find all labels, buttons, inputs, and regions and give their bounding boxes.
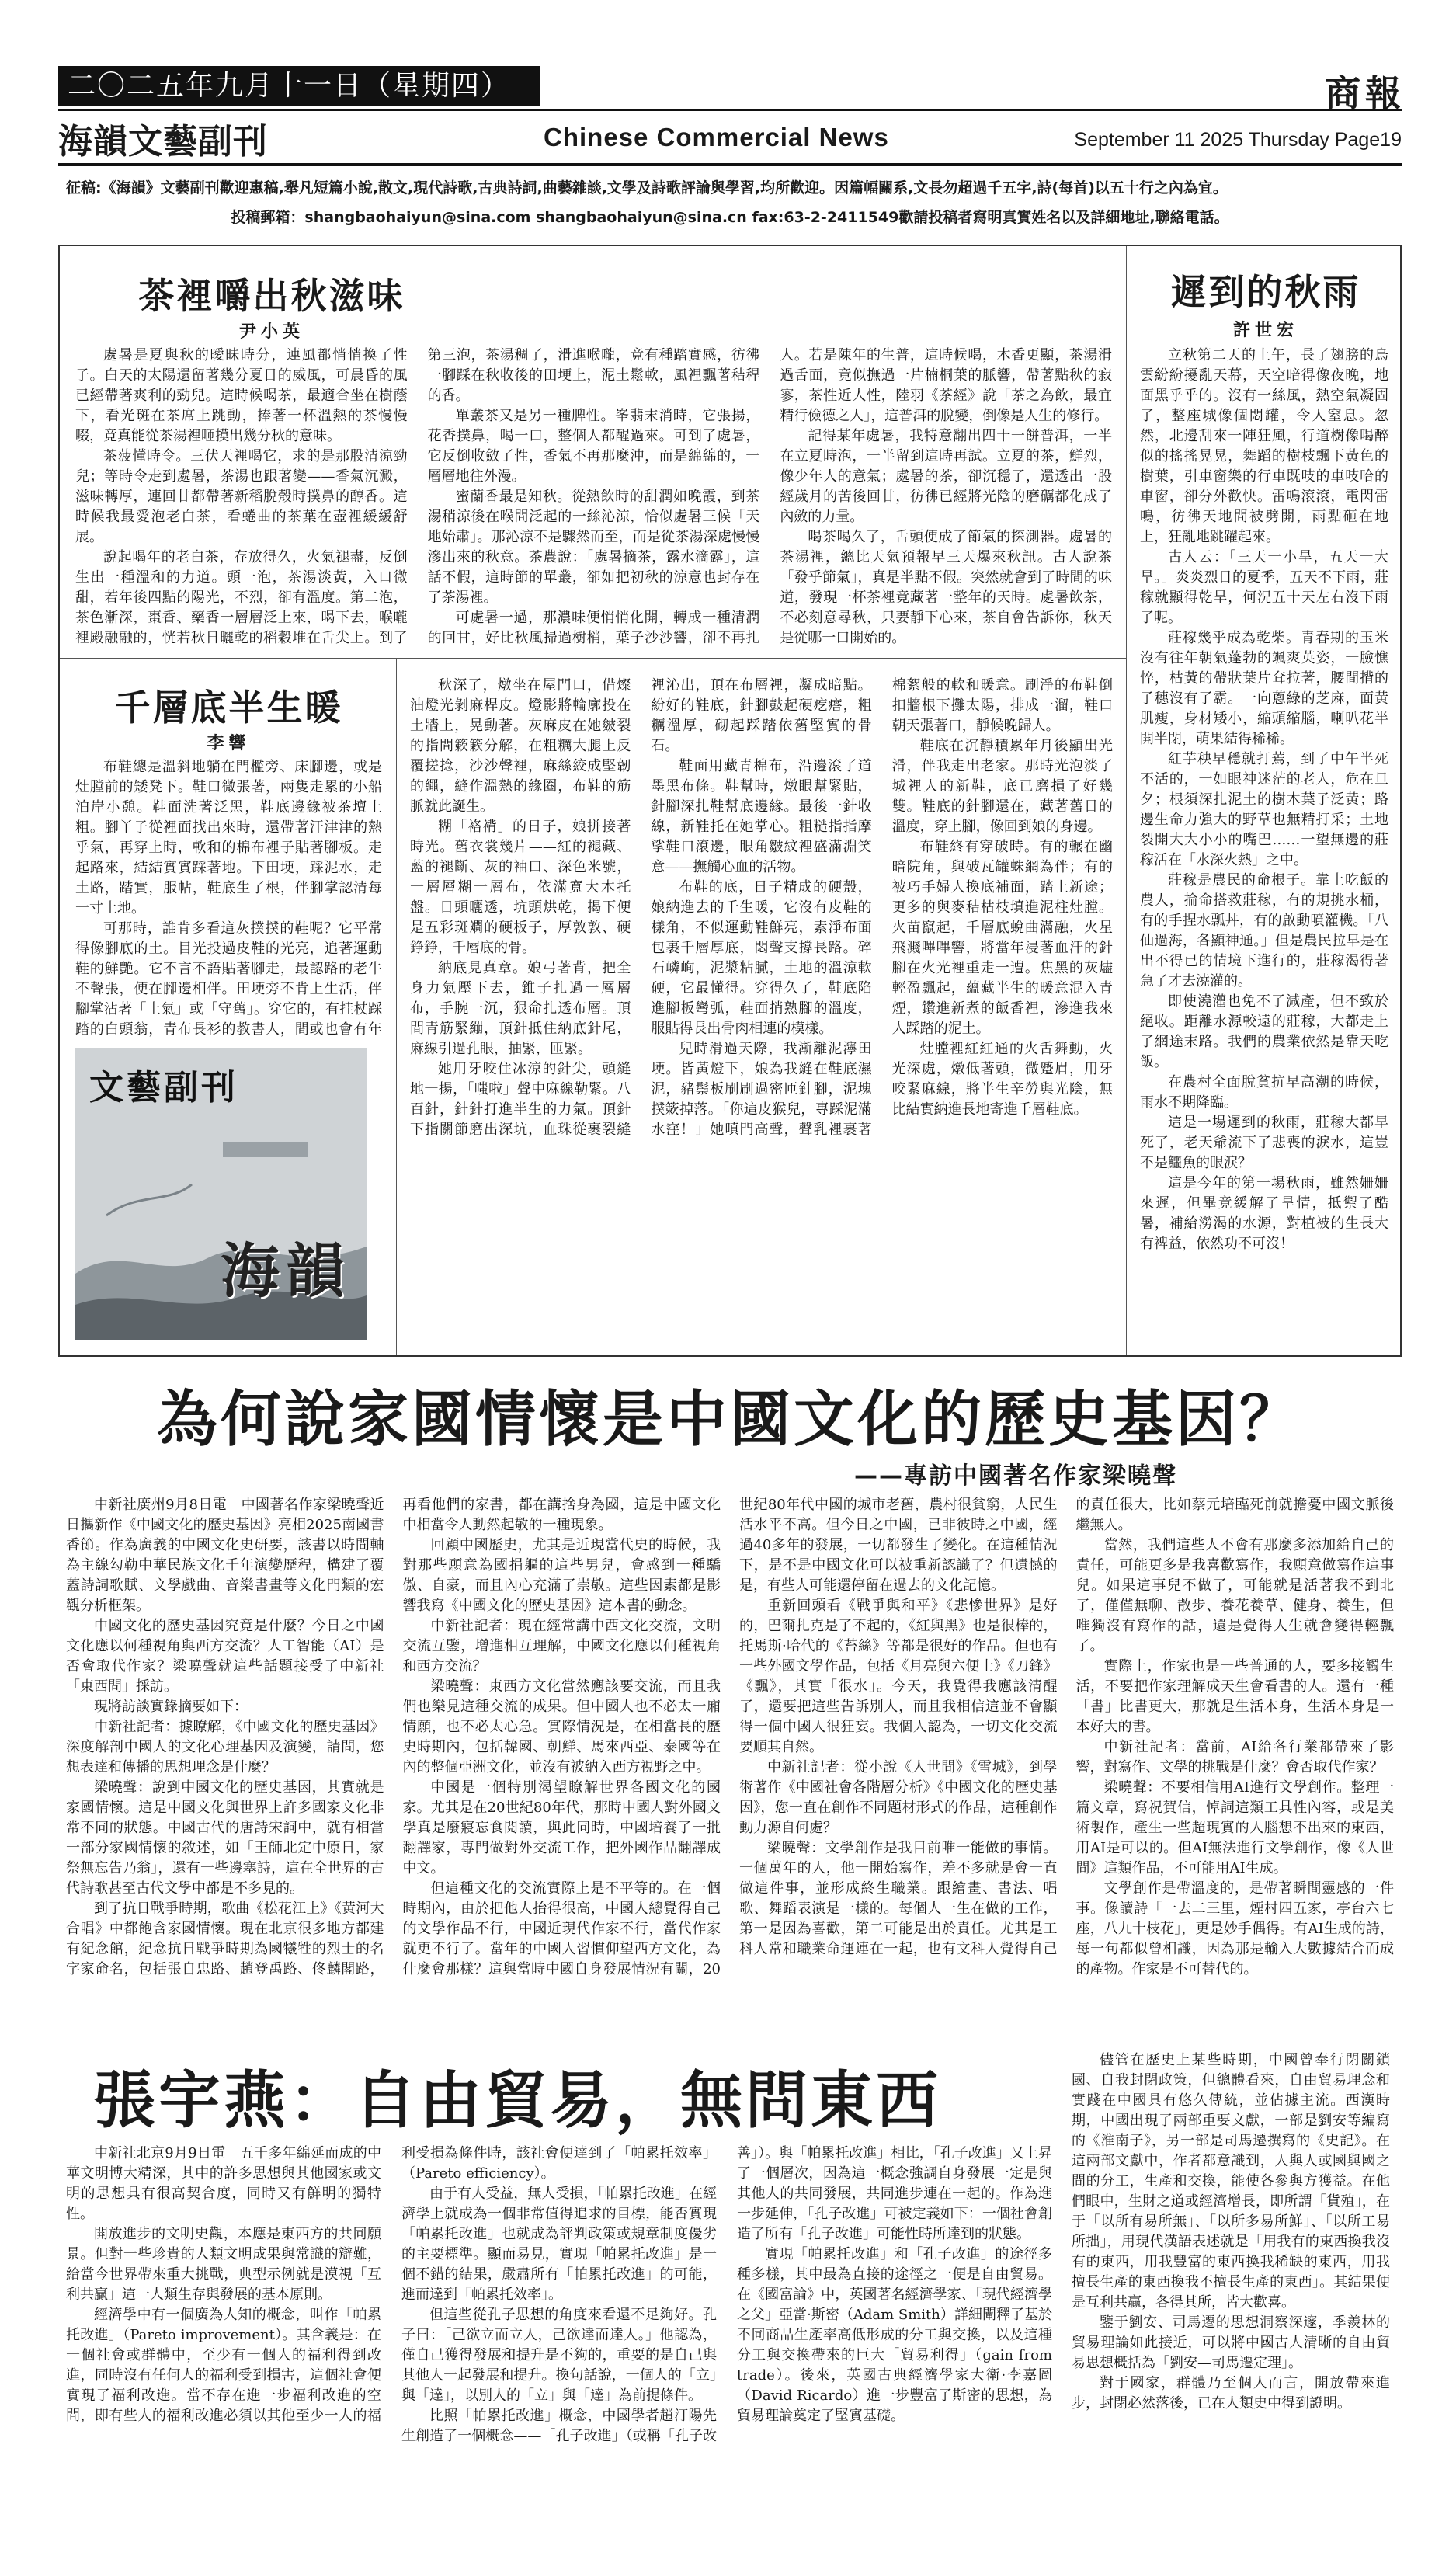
paragraph: 即使澆灌也免不了減產，但不致於絕收。距離水源較遠的莊稼，大都走上了網途末路。我們的農業依然是靠天吃飯。: [1140, 993, 1388, 1070]
logo-bottom-text: 海韻: [221, 1236, 351, 1306]
issue-date: 二〇二五年九月十一日（星期四）: [58, 66, 540, 106]
shoes-article-author: 李響: [207, 733, 251, 753]
paragraph: 可處暑一過，那濃味便悄悄化開，轉成一種清潤的回甘，好比秋風掃過樹梢，葉子沙沙響，卻不再扎人。若是陳年的生普，這時候喝，木香更顯，茶湯滑過舌面，竟似撫過一片楠桐葉的脈響，帶著點秋的寂寥，茶性近人性，陸羽《茶經》說「茶之為飲，最宜精行儉德之人」，這普洱的脫變，倒像是人生的修行。: [427, 347, 1112, 646]
paragraph: 可那時，誰肯多看這灰撲撲的鞋呢？它平常得像腳底的土。目光投過皮鞋的光亮，追著運動鞋的鮮艷。它不言不語貼著腳走，最認路的老牛不聲張，便在腳邊相伴。田埂旁不肯上生活，伴腳掌沾著「土氣」或「守舊」。穿它的，有挂杖踩踏的白頭翁，青布長衫的教書人，間或也會有年: [75, 920, 382, 1038]
paragraph: 灶膛裡紅紅通的火舌舞動，火光深處，燉低著頭，微蹙眉，用牙咬緊麻線，將半生辛勞與光陰，無比結實納進長地寄進千層鞋底。: [891, 1041, 1113, 1118]
paragraph: 中新社記者：現在經常講中西文化交流，文明交流互鑒，增進相互理解，中國文化應以何種視角和西方交流？: [402, 1618, 721, 1674]
paragraph: 記得某年處暑，我特意翻出四十一餅普洱，一半在立夏時泡，一半留到這時再試。立夏的茶，鮮烈，像少年人的意氣；處暑的茶，卻沉穩了，還透出一股經歲月的苦後回甘，彷彿已經將光陰的磨礪都化成了內斂的力量。: [780, 428, 1112, 525]
paragraph: 文學創作是帶溫度的，是帶著瞬間靈感的一件事。像讀詩「一去二三里，煙村四五家，亭台六七座，八九十枝花」，更是妙手偶得。有AI生成的詩，每一句都似曾相識，因為那是輸入大數據結合而成的產物。作家是不可替代的。: [1075, 1880, 1394, 1977]
paragraph: 實現「帕累托改進」和「孔子改進」的途徑多種多樣，其中最為直接的途徑之一便是自由貿易。在《國富論》中，英國著名經濟學家、「現代經濟學之父」亞當·斯密（Adam Smith）詳細闡釋了基於不同商品生產率高低形成的分工與交換，以及這種分工與交換帶來的巨大「貿易利得」（gain from trade）。後來，英國古典經濟學家大衛·李嘉圖（David Ricardo）進一步豐富了斯密的思想，為貿易理論奠定了堅實基礎。: [737, 2246, 1052, 2424]
paragraph: 兒時滑過天際，我漸離泥濘田埂。皆黃燈下，娘為我縫在鞋底濕泥，豬鬃板刷刷過密匝針腳，泥塊撲簌掉落。「你這皮猴兒，專踩泥滿水窪！」她嗔門高聲，聲乳裡裹著棉絮般的軟和暖意。刷淨的布鞋倒扣牆根下攤太陽，排成一溜，鞋口朝天張著口，靜候晚歸人。: [651, 677, 1113, 1138]
logo-top-text: 文藝副刊: [89, 1068, 238, 1108]
haiyun-section-logo: [75, 1048, 367, 1340]
paragraph: 鞋底在沉靜積累年月後顯出光滑，伴我走出老家。那時光泡淡了城裡人的新鞋，底已磨損了好幾雙。鞋底的針腳還在，藏著舊日的溫度，穿上腳，像回到娘的身邊。: [891, 738, 1113, 835]
paragraph: 但這些從孔子思想的角度來看還不足夠好。孔子曰：「己欲立而立人，己欲達而達人。」他認為，僅自己獲得發展和提升是不夠的，重要的是自己與其他人一起發展和提升。換句話說，一個人的「立」與「達」，以別人的「立」與「達」為前提條件。: [401, 2307, 717, 2404]
paragraph: 她用牙咬住冰涼的針尖，頭縫地一揚，「嗤啦」聲中麻線勒緊。八百針，針針打進半生的力氣。頂針下指關節磨出深坑，血珠從裹裂縫裡沁出，頂在布層裡，凝成暗點。紛好的鞋底，針腳鼓起硬疙瘩，粗糲溫厚，砌起踩踏依舊堅實的骨石。: [410, 677, 872, 1138]
row-divider: [60, 658, 1126, 659]
paragraph: 中國是一個特別渴望瞭解世界各國文化的國家。尤其是在20世紀80年代，那時中國人對外國文學真是廢寢忘食閱讀，與此同時，中國培養了一批翻譯家，專門做對外交流工作，把外國作品翻譯成中文。: [402, 1779, 721, 1876]
rain-article-author: 許世宏: [1232, 320, 1298, 340]
paragraph: 單叢茶又是另一種脾性。峯翡末消時，它張揚，花香撲鼻，喝一口，整個人都醒過來。可到了處暑，它反倒收斂了性，香氣不再那麼沖，而是綿綿的，一層層地往外漫。: [427, 408, 760, 485]
interview-subheadline: ——專訪中國著名作家梁曉聲: [854, 1462, 1177, 1490]
paragraph: 對于國家，群體乃至個人而言，開放帶來進步，封閉必然落後，已在人類史中得到證明。: [1072, 2375, 1390, 2412]
paragraph: 梁曉聲：說到中國文化的歷史基因，其實就是家國情懷。這是中國文化與世界上許多國家文化非常不同的狀態。中國古代的唐詩宋詞中，就有相當一部分家國情懷的敘述，如「王師北定中原日，家祭無忘告乃翁」，還有一些邊塞詩，這在全世界的古代詩歌甚至古代文學中都是不多見的。: [66, 1779, 384, 1897]
paragraph: 紅芋秧早穩就打蔫，到了中午半死不活的，一如眼神迷茫的老人，危在旦夕；根須深扎泥土的樹木葉子泛黃；路邊生命力強大的野草也無精打采；土地裂開大大小小的嘴巴……一望無邊的莊稼活在「水深火熱」之中。: [1140, 751, 1388, 868]
tea-article-body: [75, 346, 1112, 652]
paragraph: 回顧中國歷史，尤其是近現當代史的時候，我對那些願意為國捐軀的這些男兒，會感到一種驕傲、自豪，而且內心充滿了崇敬。這些因素都是影響我寫《中國文化的歷史基因》這本書的動念。: [402, 1537, 721, 1614]
paragraph: 莊稼是農民的命根子。靠土吃飯的農人，掄命搭救莊稼，有的規挑水桶，有的手捏水瓢丼，有的啟動噴灌機。「八仙過海，各顯神通。」但是農民拉早是在出不得已的情境下進行的，莊稼渴得著急了才去澆灌的。: [1140, 872, 1388, 989]
paragraph: 立秋第二天的上午，長了翅膀的烏雲紛紛擾亂天幕，天空暗得像夜晚，地面黑乎乎的。沒有一絲風，熱空氣凝固了，整座城像個悶罐，令人窒息。忽然，北邊刮來一陣狂風，行道樹像喝醉似的搖搖晃晃，舞蹈的樹枝飄下黃色的樹葉，引車窗樂的行車既吱的車吱哈的車窗，卻分外歡快。雷鳴滾滾，電閃雷鳴，彷彿天地間被劈開，雨點砸在地上，狂亂地跳躍起來。: [1140, 347, 1388, 545]
paragraph: 由于有人受益，無人受損，「帕累托改進」在經濟學上就成為一個非常值得追求的目標，能否實現「帕累托改進」也就成為評判政策或規章制度優劣的主要標準。顯而易見，實現「帕累托改進」是一個不錯的結果，嚴肅所有「帕累托改進」的可能，進而達到「帕累托效率」。: [401, 2186, 717, 2303]
column-divider-shoes: [396, 659, 397, 1355]
masthead-rule-bottom: [58, 163, 1402, 166]
paragraph: 實際上，作家也是一些普通的人，要多接觸生活，不要把作家理解成天生會看書的人。還有一種「書」比書更大，那就是生活本身，生活本身是一本好大的書。: [1075, 1658, 1394, 1735]
paragraph: 布鞋終有穿破時。有的輾在幽暗院角，與破瓦罐蛛網為伴；有的被巧手婦人換底補面，踏上新途；更多的與麥秸枯枝填進泥柱灶膛。火苗竄起，千層底蛻曲滿融，火星飛濺嗶嗶響，將當年浸著血汗的針腳在火光裡重走一遭。焦黑的灰燼輕盈飄起，蘊藏半生的暖意混入青煙，鑽進新煮的飯香裡，滲進我來人踩踏的泥土。: [891, 839, 1113, 1037]
paragraph: 中新社記者：當前，AI給各行業都帶來了影響，對寫作、文學的挑戰是什麼？會否取代作家？: [1075, 1739, 1394, 1775]
trade-body-side: [1072, 2050, 1390, 2547]
paragraph: 處暑是夏與秋的曖昧時分，連風都悄悄換了性子。白天的太陽還留著幾分夏日的威風，可晨昏的風已經帶著爽利的勁兒。這時候喝茶，最適合坐在樹蔭下，看光斑在茶席上跳動，捧著一杯溫熱的茶慢慢啜，竟真能從茶湯裡咂摸出幾分秋的意味。: [75, 347, 408, 444]
english-date-page: September 11 2025 Thursday Page19: [1074, 129, 1402, 151]
paragraph: 鞋面用藏青棉布，沿邊滾了道墨黑布條。鞋幫時，燉眼幫緊貼，針腳深扎鞋幫底邊緣。最後一針收線，新鞋托在她掌心。粗糙指指摩挲鞋口滾邊，眼角皺紋裡盛滿淵笑意——撫觸心血的活物。: [651, 758, 872, 875]
tea-article-author: 尹小英: [238, 322, 304, 342]
call-for-papers: [58, 169, 1402, 238]
section-title: 海韻文藝副刊: [58, 122, 268, 162]
paragraph: 秋深了，燉坐在屋門口，借燦油燈光剝麻桿皮。燈影將輪廓投在土牆上，晃動著。灰麻皮在她皴裂的指間簌簌分解，在粗糲大腿上反覆搓捻，沙沙聲裡，麻絲絞成堅韌的繩，縫作溫熱的緣圈，布鞋的筋脈就此誕生。: [410, 677, 631, 815]
paragraph: 納底見真章。娘弓著背，把全身力氣壓下去，錐子扎過一層層布，手腕一沉，狠命扎透布層。頂間青筋緊繃，頂針抵住納底針尾，麻線引過孔眼，抽緊，匝緊。: [410, 960, 631, 1057]
paragraph: 中新社北京9月9日電 五千多年綿延而成的中華文明博大精深，其中的許多思想與其他國家或文明的思想具有很高契合度，同時又有鮮明的獨特性。: [66, 2145, 381, 2222]
paper-name: 商報: [1325, 72, 1406, 114]
paper-english-name: Chinese Commercial News: [544, 123, 889, 151]
paragraph: 蜜蘭香最是知秋。從熱飲時的甜潤如晚霞，到茶湯稍涼後在喉間泛起的一絲沁涼，恰似處暑三候「天地始肅」。那沁涼不是驟然而至，而是從茶湯深處慢慢滲出來的秋意。茶農說：「處暑摘茶，露水滴露」，這話不假，這時節的單叢，卻如把初秋的涼意也封存在了茶湯裡。: [427, 489, 760, 606]
paragraph: 茶菠懂時令。三伏天裡喝它，求的是那股清涼勁兒；等時令走到處暑，茶湯也跟著變——香氣沉澱，滋味轉厚，連回甘都帶著新稻脫殼時撲鼻的醇香。這時候我最愛泡老白茶，看蜷曲的茶葉在壺裡緩緩舒展。: [75, 448, 408, 545]
paragraph: 鑒于劉安、司馬遷的思想洞察深邃，季羨林的貿易理論如此接近，可以將中國古人清晰的自由貿易思想概括為「劉安—司馬遷定理」。: [1072, 2314, 1390, 2371]
paragraph: 布鞋總是溫斜地躺在門檻旁、床腳邊，或是灶膛前的矮凳下。鞋口微張著，兩隻走累的小船泊岸小憩。鞋面洗著泛黑，鞋底邊緣被茶壇上粗。腳丫子從裡面找出來時，還帶著汗津津的熱乎氣，再穿上時，軟和的棉布裡子貼著腳板。走起路來，結結實實踩著地。下田埂，踩泥水，走土路，踏實，服帖，鞋底生了根，伴腳掌認清每一寸土地。: [75, 759, 382, 916]
paragraph: 開放進步的文明史觀，本應是東西方的共同願景。但對一些珍貴的人類文明成果與常識的辯難，給當今世界帶來重大挑戰，典型示例就是漠視「互利共贏」這一人類生存與發展的基本原則。: [66, 2226, 381, 2303]
paragraph: 當然，我們這些人不會有那麼多添加給自己的責任，可能更多是我喜歡寫作，我願意做寫作這事兒。如果這事兒不做了，可能就是活著我不到北了，僅僅無聊、散步、養花養草、健身、養生，但唯獨沒有寫作的話，還是覺得人生就會變得輕飄了。: [1075, 1537, 1394, 1654]
paragraph: 中新社記者：從小說《人世間》《雪城》，到學術著作《中國社會各階層分析》《中國文化的歷史基因》，您一直在創作不同題材形式的作品，這種創作動力源自何處？: [739, 1759, 1058, 1836]
paragraph: 比照「帕累托改進」概念，中國學者趙汀陽先生創造了一個概念——「孔子改進」（或稱「孔子改善」）。與「帕累托改進」相比，「孔子改進」又上昇了一個層次，因為這一概念強調自身發展一定是與其他人的共同發展，共同進步連在一起的。作為進一步延伸，「孔子改進」可被定義如下：一個社會創造了所有「孔子改進」可能性時所達到的狀態。: [401, 2145, 1052, 2444]
rain-article-body: [1140, 346, 1388, 1348]
paragraph: 重新回頭看《戰爭與和平》《悲慘世界》是好的，巴爾扎克是了不起的，《紅與黑》也是很棒的，托馬斯·哈代的《苔絲》等都是很好的作品。但也有一些外國文學作品，包括《月亮與六便士》《刀鋒》《飄》，其實「很水」。今天，我覺得我應該清醒了，還要把這些告訴別人，而且我相信這並不會顯得一個中國人很狂妄。我個人認為，一切文化交流要順其自然。: [739, 1598, 1058, 1755]
shoes-article-body-left: [75, 757, 382, 1041]
trade-headline: 張宇燕：自由貿易，無問東西: [93, 2064, 941, 2137]
paragraph: 喝茶喝久了，舌頭便成了節氣的探測器。處暑的茶湯裡，總比天氣預報早三天爆來秋訊。古人說茶「發乎節氣」，真是半點不假。突然就會到了時間的味道，發現一杯茶裡竟藏著一整年的天時。處暑飲茶，不必刻意尋秋，只要靜下心來，茶自會告訴你，秋天是從哪一口開始的。: [780, 529, 1112, 646]
interview-headline: 為何說家國情懷是中國文化的歷史基因？: [156, 1385, 1303, 1455]
paragraph: 但這種文化的交流實際上是不平等的。在一個時期內，由於把他人抬得很高，中國人總覺得自己的文學作品不行，中國近現代作家不行，當代作家就更不行了。當年的中國人習慣仰望西方文化，為什麼會那樣？這與當時中國自身發展情況有關，20世紀80年代中國的城市老舊，農村很貧窮，人民生活水平不高。但今日之中國，已非彼時之中國，經過40多年的發展，一切都發生了變化。在這種情況下，是不是中國文化可以被重新認識了？但遺憾的是，有些人可能還停留在過去的文化記憶。: [402, 1497, 1058, 1977]
tea-article-title: 茶裡嚼出秋滋味: [138, 275, 405, 317]
paragraph: 古人云：「三天一小旱，五天一大旱。」炎炎烈日的夏季，五天不下雨，莊稼就顯得乾旱，何況五十天左右沒下雨了呢。: [1140, 549, 1388, 626]
paragraph: 現將訪談實錄摘要如下：: [94, 1699, 248, 1715]
paragraph: 中新社廣州9月8日電 中國著名作家梁曉聲近日攜新作《中國文化的歷史基因》亮相2025南國書香節。作為廣義的中國文化史研要，該書以時間軸為主線勾勒中華民族文化千年演變歷程，構建了覆蓋詩詞歌賦、文學戲曲、音樂書畫等文化門類的宏觀分析框架。: [66, 1497, 384, 1614]
paragraph: 經濟學中有一個廣為人知的概念，叫作「帕累托改進」（Pareto improvement）。其含義是：在一個社會或群體中，至少有一個人的福利得到改進，同時沒有任何人的福利受到損害，這個社會便實現了福利改進。當不存在進一步福利改進的空間，即有些人的福利改進必須以其他至少一人的福利受損為條件時，該社會便達到了「帕累托效率」（Pareto efficiency）。: [66, 2145, 717, 2424]
paragraph: 布鞋的底，日子精成的硬殼，娘納進去的千生暖，它沒有皮鞋的樣角，不似運動鞋鮮亮，素淨布面包裹千層厚底，悶聲支撐長路。碎石嶙峋，泥漿粘膩，土地的溫涼軟硬，它最懂得。穿得久了，鞋底陷進腳板彎弧，鞋面捎熟腳的溫度，服貼得長出骨肉相連的模樣。: [651, 879, 872, 1037]
interview-body: [66, 1495, 1394, 2039]
paragraph: 莊稼幾乎成為乾柴。青春期的玉米沒有往年朝氣蓬勃的颯爽英姿，一臉憔悴，枯黃的帶狀葉片耷拉著，腰間揹的子穗沒有了霸。一向蔥綠的芝麻，面黃肌瘦，身材矮小，縮頭縮腦，喇叭花半開半閉，萌果結得稀稀。: [1140, 630, 1388, 747]
paragraph: 這是今年的第一場秋雨，雖然姍姍來遲，但畢竟緩解了旱情，抵禦了酷暑，補給澇渴的水源，對植被的生長大有裨益，依然功不可沒！: [1140, 1175, 1388, 1252]
column-divider-right: [1126, 246, 1127, 1355]
paragraph: 說起喝年的老白茶，存放得久，火氣褪盡，反倒生出一種溫和的力道。頭一泡，茶湯淡黃，入口微甜，若年後四點的陽光，不烈，卻有溫度。第二泡，茶色漸深，棗香、藥香一層層泛上來，喝下去，喉嚨裡殿融融的，恍若秋日曬乾的稻穀堆在舌尖上。到了第三泡，茶湯稠了，滑進喉嚨，竟有種踏實感，彷彿一腳踩在秋收後的田埂上，泥土鬆軟，風裡飄著秸稈的香。: [75, 347, 760, 646]
paragraph: 中新社記者：據瞭解，《中國文化的歷史基因》深度解剖中國人的文化心理基因及演變，請問，您想表達和傳播的思想理念是什麼？: [66, 1719, 384, 1775]
shoes-article-title: 千層底半生暖: [114, 687, 343, 729]
shoes-article-body: [410, 676, 1113, 1348]
trade-body-main: [66, 2144, 1052, 2547]
paragraph: 梁曉聲：東西方文化當然應該要交流，而且我們也樂見這種交流的成果。但中國人也不必太一廂情願，也不必太心急。實際情況是，在相當長的歷史時期內，包括韓國、朝鮮、馬來西亞、泰國等在內的整個亞洲文化，並沒有被納入西方視野之中。: [402, 1678, 721, 1775]
paragraph: 到了抗日戰爭時期，歌曲《松花江上》《黃河大合唱》中都飽含家國情懷。現在北京很多地方都建有紀念館，紀念抗日戰爭時期為國犧牲的烈士的名字家命名，包括張自忠路、趙登禹路、佟麟閣路，再看他們的家書，都在講捨身為國，這是中國文化中相當令人動然起敬的一種現象。: [66, 1497, 721, 1977]
submission-contact: 投稿郵箱：shangbaohaiyun@sina.com shangbaohaiyun@sina.cn fax:63-2-2411549歡請投稿者寫明真實姓名以及詳細地址,聯絡電話。: [231, 209, 1229, 226]
masthead-rule-top: [58, 109, 1402, 111]
paragraph: 梁曉聲：不要相信用AI進行文學創作。整理一篇文章，寫祝賀信，悼詞這類工具性內容，或是美術製作，產生一些超現實的人腦想不出來的東西，用AI是可以的。但AI無法進行文學創作，像《人世間》這類作品，不可能用AI生成。: [1075, 1779, 1394, 1876]
paragraph: 梁曉聲：文學創作是我目前唯一能做的事情。一個萬年的人，他一開始寫作，差不多就是會一直做這件事，並形成終生職業。跟繪畫、書法、唱歌、舞蹈表演是一樣的。每個人一生在做的工作，第一是因為喜歡，第二可能是出於責任。尤其是工科人常和職業命運連在一起，也有文科人覺得自己的責任很大，比如蔡元培臨死前就擔憂中國文脈後繼無人。: [739, 1497, 1394, 1957]
paragraph: 這是一場遲到的秋雨，莊稼大都早死了，老天爺流下了悲喪的淚水，這豈不是鱷魚的眼淚？: [1140, 1115, 1388, 1171]
paragraph: 在農村全面脫貧抗早高潮的時候，雨水不期降臨。: [1140, 1074, 1388, 1111]
paragraph: 儘管在歷史上某些時期，中國曾奉行閉關鎖國、自我封閉政策，但總體看來，自由貿易理念和實踐在中國具有悠久傳統，並佔據主流。西漢時期，中國出現了兩部重要文獻，一部是劉安等編寫的《淮南子》，另一部是司馬遷撰寫的《史記》。在這兩部文獻中，作者都意識到，人與人或國與國之間的分工，生產和交換，能使各參與方獲益。在他們眼中，生財之道或經濟增長，即所謂「貨殖」，在于「以所有易所無」、「以所多易所鮮」、「以所工易所拙」，用現代漢語表述就是「用我有的東西換我沒有的東西，用我豐富的東西換我稀缺的東西，用我擅長生產的東西換我不擅長生產的東西」。其結果便是互利共贏，各得其所，皆大歡喜。: [1072, 2052, 1390, 2311]
paragraph: 糊「袼褙」的日子，娘拼接著時光。舊衣裳幾片——紅的褪藏、藍的褪斷、灰的袖口、深色米號，一層層糊一層布，依滿寬大木托盤。日頭曬透，坑頭烘乾，揭下便是五彩斑斕的硬板子，厚敦敦、硬錚錚，千層底的骨。: [410, 819, 631, 956]
rain-article-title: 遲到的秋雨: [1170, 271, 1361, 313]
paragraph: 中國文化的歷史基因究竟是什麼？今日之中國文化應以何種視角與西方交流？人工智能（AI）是否會取代作家？梁曉聲就這些話題接受了中新社「東西問」採訪。: [66, 1618, 384, 1695]
call-for-papers-text: 征稿:《海韻》文藝副刊歡迎惠稿,舉凡短篇小說,散文,現代詩歌,古典詩詞,曲藝雜談,文學及詩歌評論與學習,均所歡迎。因篇幅關系,文長勿超過千五字,詩(每首)以五十行之內為宜。: [66, 179, 1228, 196]
